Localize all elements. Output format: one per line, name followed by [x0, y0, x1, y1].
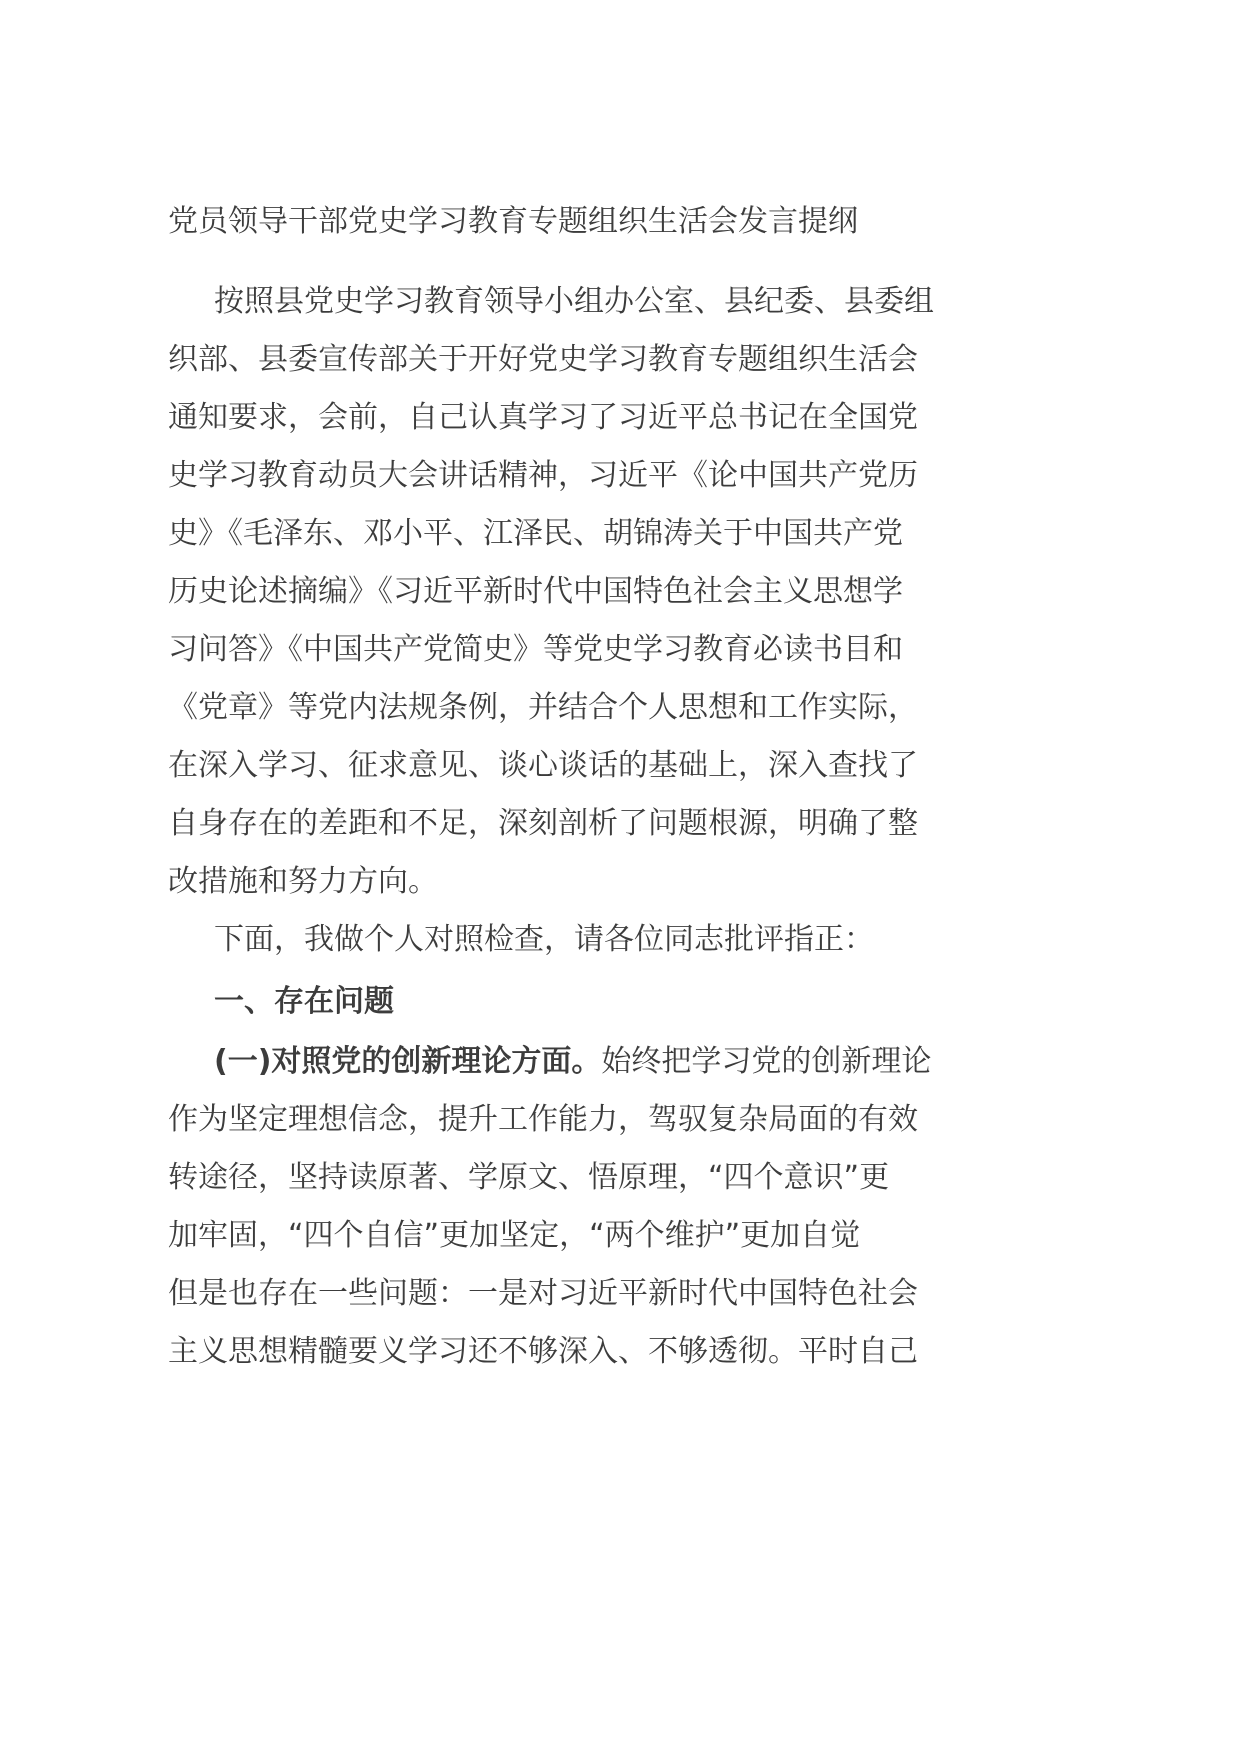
subsection-heading: (一)对照党的创新理论方面。	[214, 1044, 602, 1079]
paragraph-line	[214, 1040, 931, 1084]
paragraph-line: 主义思想精髓要义学习还不够深入、不够透彻。平时自己	[168, 1334, 918, 1369]
paragraph-line: 自身存在的差距和不足，深刻剖析了问题根源，明确了整	[168, 806, 918, 841]
section-heading: 一、存在问题	[214, 984, 394, 1019]
paragraph-text: 始终把学习党的创新理论	[601, 1044, 932, 1079]
paragraph-line: 在深入学习、征求意见、谈心谈话的基础上，深入查找了	[168, 748, 918, 783]
document-title: 党员领导干部党史学习教育专题组织生活会发言提纲	[168, 204, 858, 239]
paragraph-line: 织部、县委宣传部关于开好党史学习教育专题组织生活会	[168, 342, 918, 377]
paragraph-line: 转途径，坚持读原著、学原文、悟原理，“四个意识”更	[168, 1160, 890, 1195]
paragraph-line: 但是也存在一些问题：一是对习近平新时代中国特色社会	[168, 1276, 918, 1311]
paragraph-line: 史》《毛泽东、邓小平、江泽民、胡锦涛关于中国共产党	[168, 516, 903, 551]
paragraph-line: 通知要求，会前，自己认真学习了习近平总书记在全国党	[168, 400, 918, 435]
paragraph-line: 历史论述摘编》《习近平新时代中国特色社会主义思想学	[168, 574, 903, 609]
paragraph-line: 按照县党史学习教育领导小组办公室、县纪委、县委组	[214, 284, 934, 319]
paragraph-line: 改措施和努力方向。	[168, 864, 438, 899]
paragraph-line: 下面，我做个人对照检查，请各位同志批评指正：	[214, 922, 874, 957]
paragraph-line: 加牢固，“四个自信”更加坚定，“两个维护”更加自觉	[168, 1218, 861, 1253]
paragraph-line: 《党章》等党内法规条例，并结合个人思想和工作实际，	[168, 690, 918, 725]
paragraph-line: 作为坚定理想信念，提升工作能力，驾驭复杂局面的有效	[168, 1102, 918, 1137]
paragraph-line: 史学习教育动员大会讲话精神，习近平《论中国共产党历	[168, 458, 918, 493]
paragraph-line: 习问答》《中国共产党简史》等党史学习教育必读书目和	[168, 632, 903, 667]
